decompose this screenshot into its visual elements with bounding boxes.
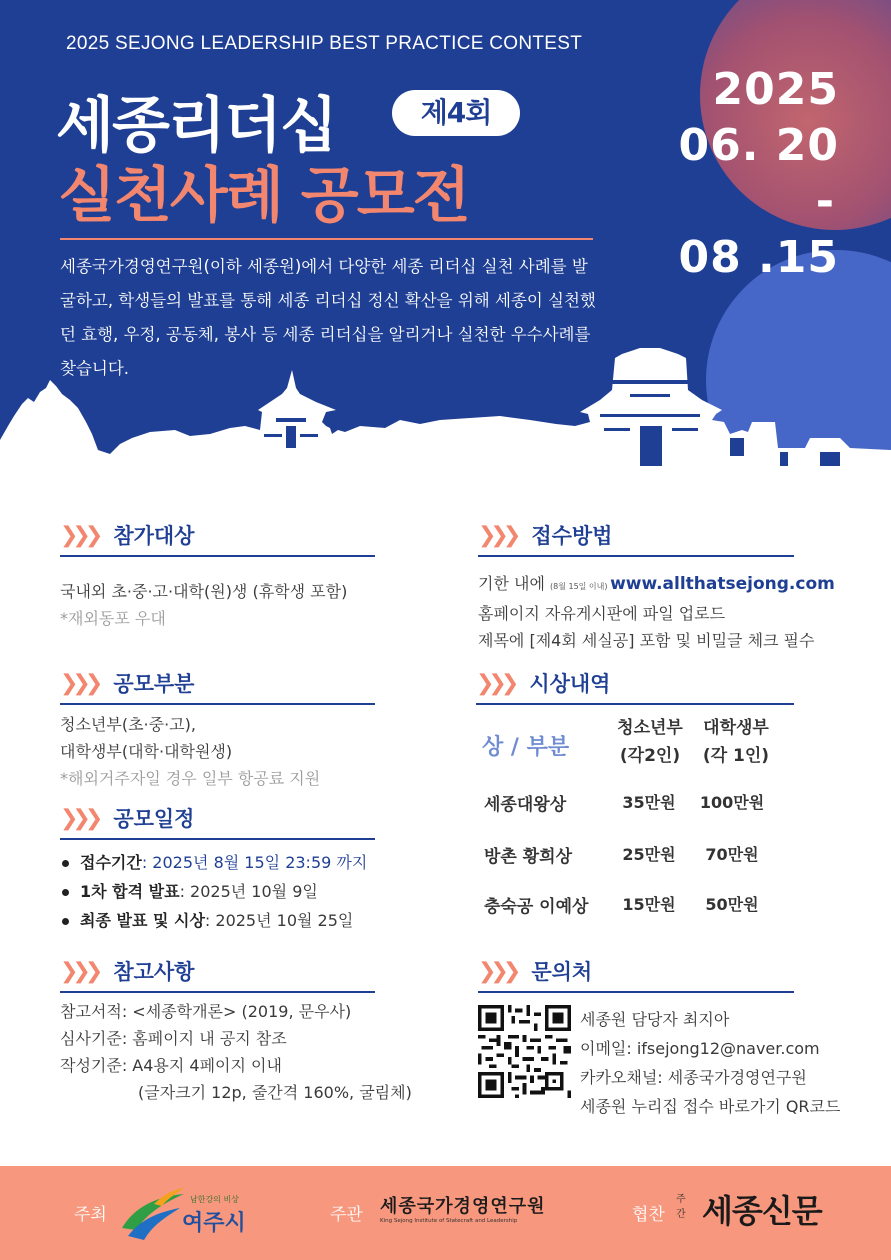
submission-line1 — [478, 570, 878, 600]
prize-column-college-title: 대학생부 — [703, 718, 769, 738]
edition-badge: 제4회 — [392, 90, 520, 136]
contest-period — [679, 62, 840, 286]
title-divider — [60, 238, 593, 240]
sponsor-footer — [0, 1166, 891, 1260]
website-link[interactable]: www.allthatsejong.com — [610, 574, 835, 594]
schedule-item-value: : 2025년 10월 25일 — [204, 911, 354, 930]
chevrons-icon: ❯❯❯ — [476, 670, 514, 696]
eligibility-header — [60, 520, 194, 550]
prize-row-college: 70만원 — [705, 845, 759, 864]
prize-column-youth-count: (각2인) — [619, 746, 681, 766]
categories-header — [60, 668, 194, 698]
prize-row-name: 충숙공 이예상 — [484, 897, 589, 917]
schedule-header — [60, 803, 194, 833]
prize-row-college: 50만원 — [705, 895, 759, 914]
section-underline — [60, 703, 375, 705]
main-title-line2: 실천사례 공모전 — [58, 161, 469, 231]
institute-name-kr: 세종국가경영연구원 — [380, 1196, 546, 1217]
notes-line4: (글자크기 12p, 줄간격 160%, 굴림체) — [138, 1083, 412, 1102]
categories-body — [60, 711, 320, 792]
schedule-item — [60, 877, 367, 906]
date-year: 2025 — [712, 64, 839, 115]
chevrons-icon: ❯❯❯ — [60, 670, 98, 696]
schedule-item-label: 최종 발표 및 시상 — [80, 911, 205, 930]
prize-column-youth — [610, 714, 690, 770]
prize-column-college — [690, 714, 782, 770]
notes-header — [60, 956, 194, 986]
prize-column-college-count: (각 1인) — [702, 746, 770, 766]
deadline-note: (8월 15일 이내) — [550, 582, 611, 591]
chevrons-icon: ❯❯❯ — [60, 805, 98, 831]
date-dash: - — [815, 176, 835, 227]
deadline-prefix: 기한 내에 — [478, 574, 550, 593]
categories-line1: 청소년부(초·중·고), — [60, 715, 196, 734]
notes-title: 참고사항 — [113, 960, 195, 984]
contact-email[interactable]: 이메일: ifsejong12@naver.com — [580, 1039, 820, 1058]
contact-qr-caption: 세종원 누리집 접수 바로가기 QR코드 — [580, 1097, 841, 1116]
schedule-title: 공모일정 — [113, 807, 195, 831]
newspaper-name: 세종신문 — [702, 1192, 822, 1230]
schedule-item-value: : 2025년 10월 9일 — [179, 882, 318, 901]
submission-title: 접수방법 — [531, 524, 613, 548]
categories-note: *해외거주자일 경우 일부 항공료 지원 — [60, 769, 321, 788]
chevrons-icon: ❯❯❯ — [60, 522, 98, 548]
section-underline — [478, 555, 794, 557]
schedule-item-label: 1차 합격 발표 — [80, 882, 180, 901]
submission-line2: 홈페이지 자유게시판에 파일 업로드 — [478, 604, 726, 623]
eligibility-body — [60, 578, 347, 632]
schedule-list — [60, 848, 367, 935]
yeoju-city-logo — [118, 1182, 258, 1246]
section-underline — [60, 555, 375, 557]
submission-header — [478, 520, 612, 550]
notes-line1: 참고서적: <세종학개론> (2019, 문우사) — [60, 1002, 352, 1021]
notes-line2: 심사기준: 홈페이지 내 공지 참조 — [60, 1029, 287, 1048]
sejong-institute-logo — [380, 1192, 546, 1224]
contact-header — [478, 956, 592, 986]
schedule-item-value: : 2025년 8월 15일 23:59 까지 — [141, 853, 368, 872]
prizes-header — [476, 668, 610, 698]
newspaper-weekly: 주간 — [676, 1194, 686, 1220]
prize-row-youth: 25만원 — [622, 845, 676, 864]
prize-row-name: 방촌 황희상 — [484, 847, 573, 867]
main-title-line1: 세종리더십 — [56, 91, 336, 161]
contact-kakao: 카카오채널: 세종국가경영연구원 — [580, 1068, 807, 1087]
eligibility-title: 참가대상 — [113, 524, 195, 548]
prize-row-name: 세종대왕상 — [484, 795, 567, 815]
submission-body — [478, 570, 878, 654]
eligibility-line: 국내외 초·중·고·대학(원)생 (휴학생 포함) — [60, 582, 348, 601]
prize-header-label: 상 / 부분 — [482, 735, 570, 760]
institute-name-en: King Sejong Institute of Statecraft and Leadership — [380, 1218, 518, 1224]
contact-body — [580, 1005, 840, 1121]
date-start: 06. 20 — [678, 120, 839, 171]
prize-row-college: 100만원 — [699, 793, 765, 812]
prize-row-youth: 15만원 — [622, 895, 676, 914]
yeoju-name: 여주시 — [182, 1211, 246, 1236]
notes-body — [60, 998, 412, 1106]
categories-title: 공모부분 — [113, 672, 195, 696]
section-underline — [60, 991, 375, 993]
contact-line1: 세종원 담당자 최지아 — [580, 1010, 730, 1029]
contest-eyebrow-title: 2025 SEJONG LEADERSHIP BEST PRACTICE CONTEST — [66, 33, 583, 54]
host-label: 주최 — [74, 1205, 107, 1225]
prize-column-youth-title: 청소년부 — [617, 718, 683, 738]
yeoju-emblem-icon — [118, 1184, 188, 1244]
date-end: 08 .15 — [678, 232, 839, 283]
chevrons-icon: ❯❯❯ — [478, 958, 516, 984]
categories-line2: 대학생부(대학·대학원생) — [60, 742, 233, 761]
schedule-item — [60, 906, 367, 935]
yeoju-tagline: 남한강의 비상 — [190, 1195, 239, 1204]
section-underline — [478, 991, 794, 993]
organizer-label: 주관 — [330, 1205, 363, 1225]
notes-line3: 작성기준: A4용지 4페이지 이내 — [60, 1056, 282, 1075]
schedule-item-label: 접수기간 — [80, 853, 142, 872]
intro-paragraph: 세종국가경영연구원(이하 세종원)에서 다양한 세종 리더십 실천 사례를 발굴하고, 학생들의 발표를 통해 세종 리더십 정신 확산을 위해 세종이 실천했던 효행, 우정, 공동체, 봉사 등 세종 리더십을 알리거나 실천한 우수사례를 찾습니다. — [60, 257, 596, 378]
prizes-title: 시상내역 — [529, 672, 611, 696]
section-underline — [60, 838, 375, 840]
sponsor-label: 협찬 — [632, 1205, 665, 1225]
qr-code[interactable] — [478, 1005, 571, 1098]
prize-row-youth: 35만원 — [622, 793, 676, 812]
section-underline — [476, 703, 794, 705]
contact-title: 문의처 — [531, 960, 593, 984]
submission-line3: 제목에 [제4회 세실공] 포함 및 비밀글 체크 필수 — [478, 631, 815, 650]
hero-banner — [0, 0, 891, 520]
chevrons-icon: ❯❯❯ — [60, 958, 98, 984]
chevrons-icon: ❯❯❯ — [478, 522, 516, 548]
schedule-item — [60, 848, 367, 877]
eligibility-note: *재외동포 우대 — [60, 609, 166, 628]
